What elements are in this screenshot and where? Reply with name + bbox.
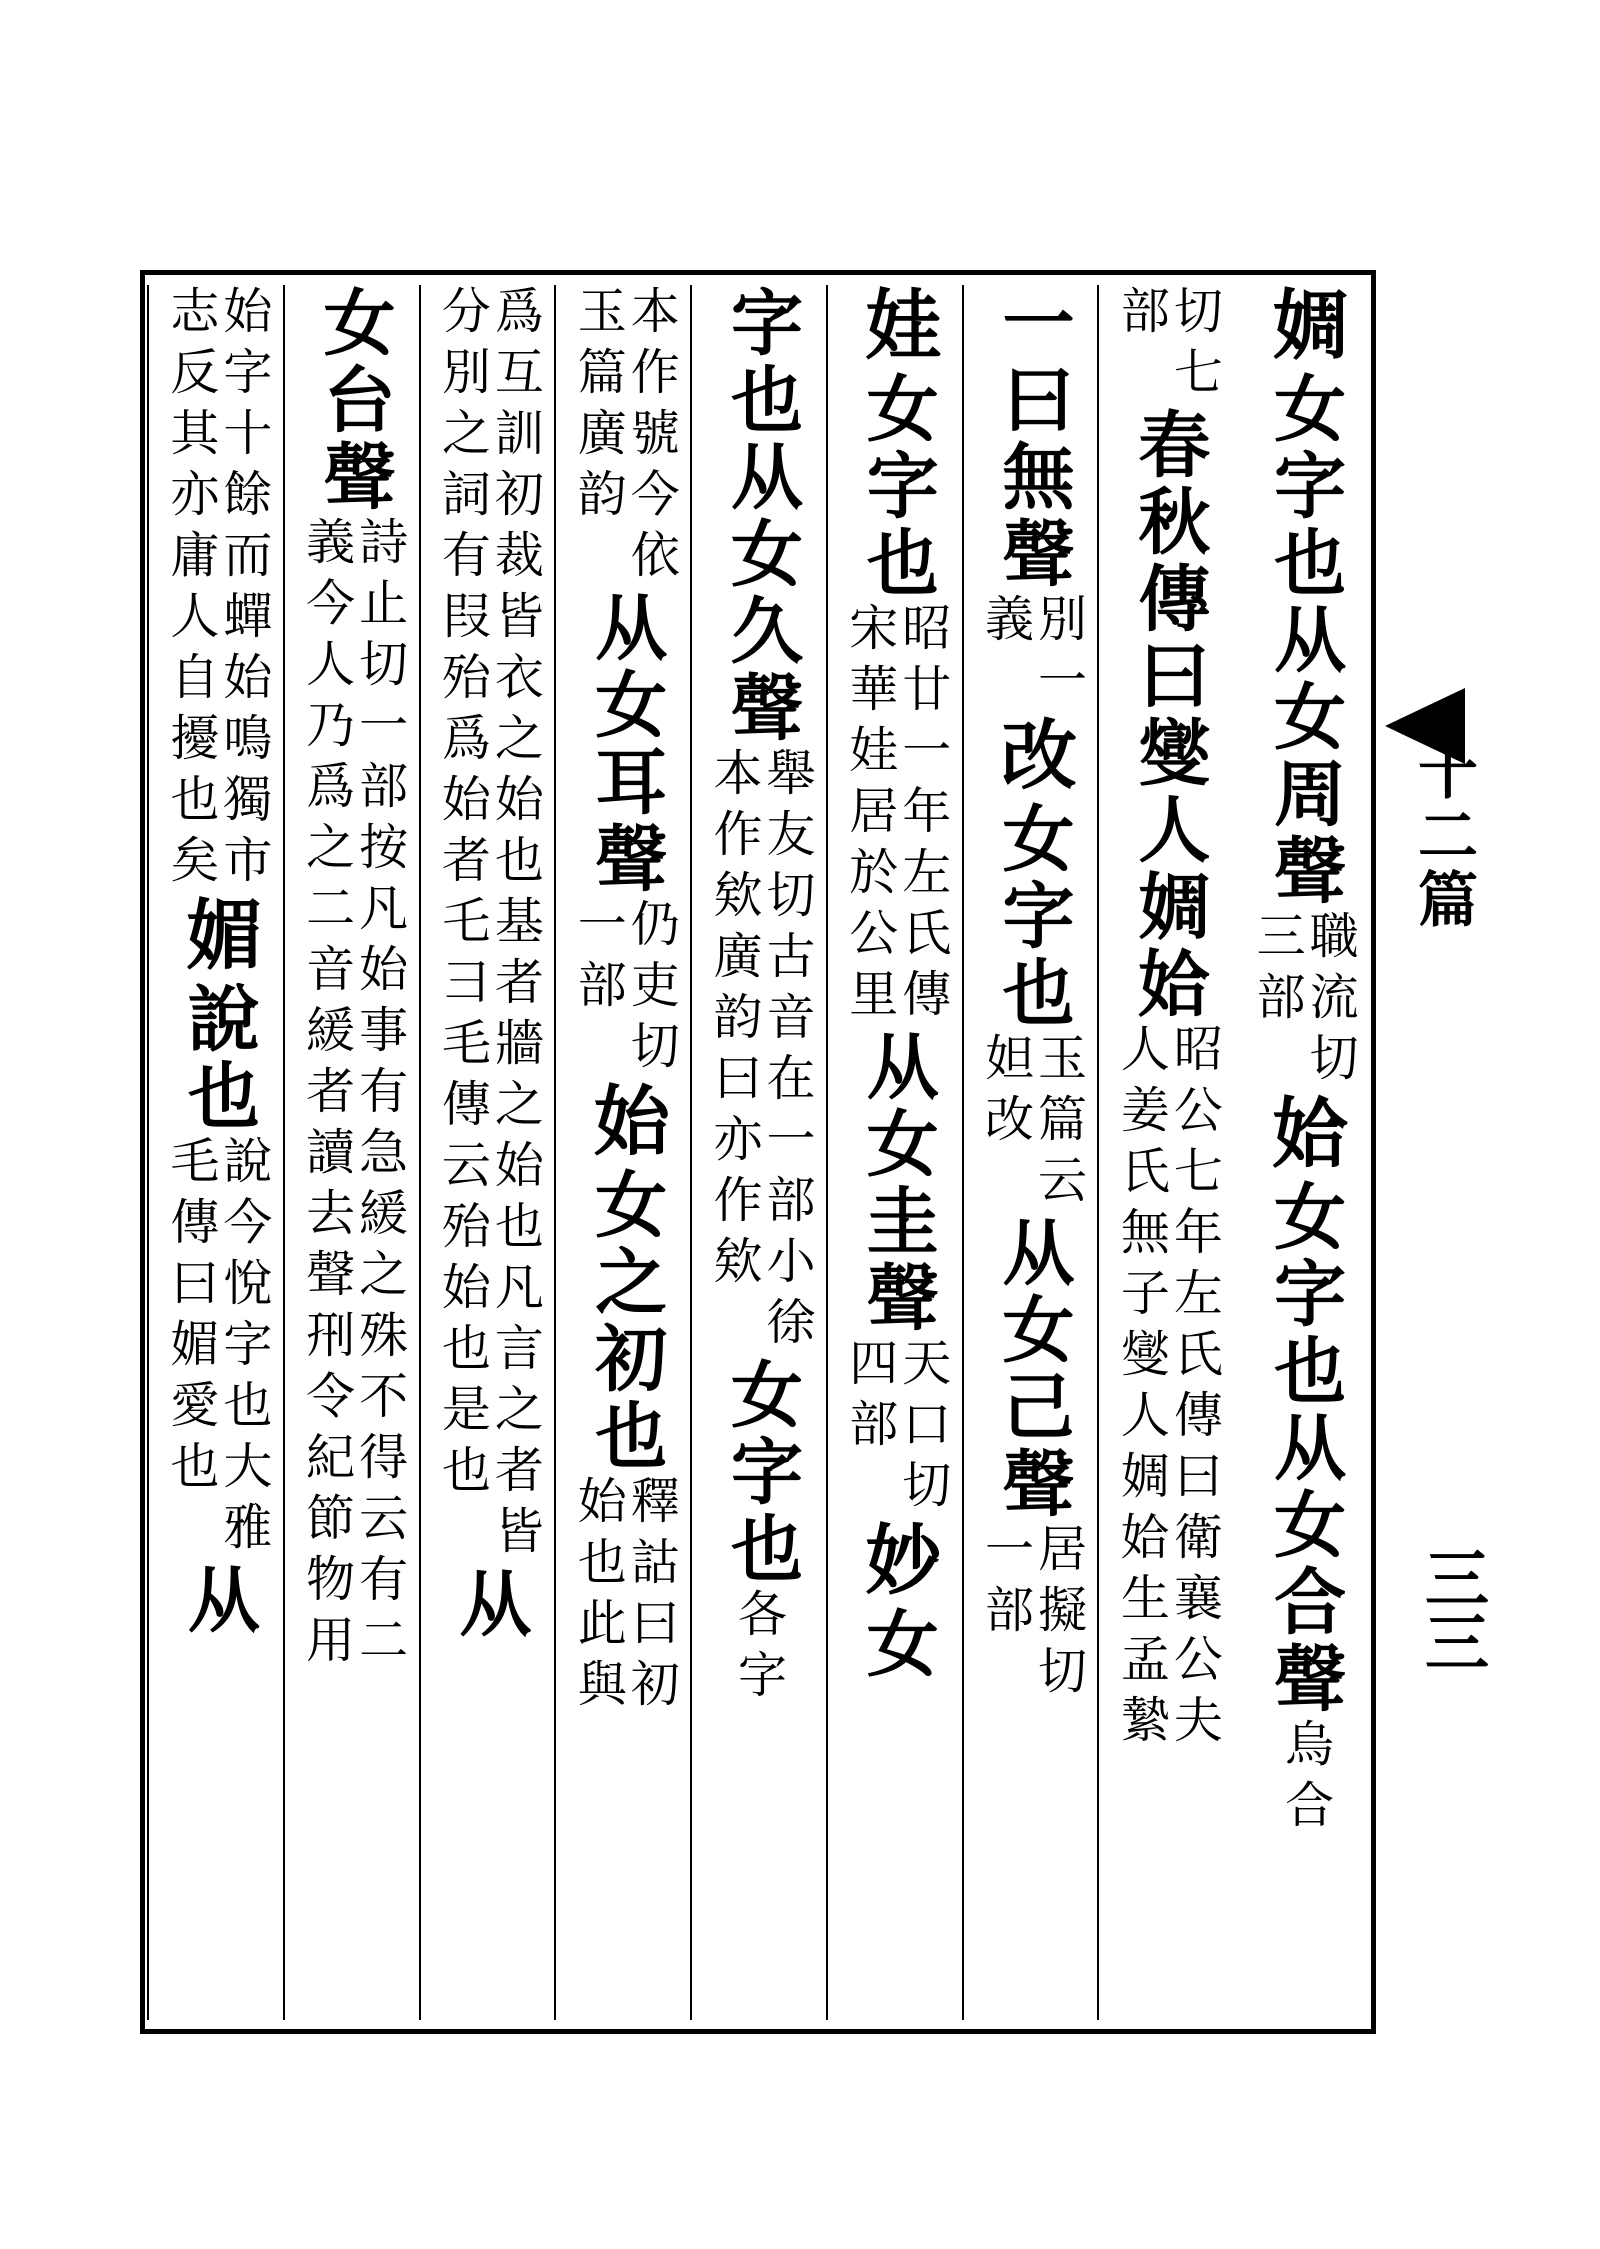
text-columns	[150, 285, 1372, 2020]
main-text: 字也从女久聲	[718, 285, 804, 747]
annotation-line: 本作號今依	[623, 285, 681, 590]
main-text: 一曰無聲	[990, 285, 1076, 593]
annotation-line: 爲互訓初裁皆衣之始也基者牆之始也凡言之者皆	[487, 285, 545, 1566]
main-text: 从女耳聲	[583, 590, 669, 898]
main-text: 从女圭聲	[854, 1029, 940, 1337]
main-text: 女字也	[718, 1357, 804, 1588]
annotation-line: 詩止切一部按凡始事有急緩之殊不得云有二	[351, 516, 409, 1675]
main-text: 說也	[175, 981, 261, 1135]
annotation-line: 一部	[570, 898, 628, 1020]
annotation-note	[1113, 285, 1224, 407]
seal-character: 婤	[1260, 285, 1350, 361]
annotation-line: 釋詁曰初	[623, 1475, 681, 1719]
text-column	[557, 285, 693, 2020]
annotation-line: 四部	[841, 1337, 899, 1459]
margin-chapter-title: 十二篇	[1408, 740, 1478, 932]
annotation-line: 人姜氏無子燮人婤姶生孟縶	[1113, 1023, 1171, 1755]
text-column	[693, 285, 829, 2020]
annotation-line: 義今人乃爲之二音緩者讀去聲𠛬令紀節物用	[298, 516, 356, 1675]
main-text: 女字也	[854, 371, 940, 602]
text-column	[422, 285, 558, 2020]
annotation-note	[705, 747, 816, 1357]
annotation-line: 志反其亦庸人自擾也矣	[162, 285, 220, 895]
annotation-line: 居擬切	[1030, 1523, 1088, 1706]
annotation-line: 各字	[730, 1588, 788, 1710]
seal-character: 改	[988, 715, 1078, 791]
annotation-line: 仍吏切	[623, 898, 681, 1081]
seal-character: 妙	[852, 1520, 942, 1596]
annotation-line: 三部	[1249, 910, 1307, 1032]
annotation-line: 部	[1113, 285, 1171, 346]
text-column	[965, 285, 1101, 2020]
annotation-line: 一部	[977, 1523, 1035, 1645]
annotation-note	[434, 285, 545, 1566]
annotation-note	[977, 1523, 1088, 1706]
annotation-note	[570, 898, 681, 1081]
annotation-line: 天口切	[894, 1337, 952, 1520]
annotation-note	[841, 1337, 952, 1520]
seal-character: 姶	[1260, 1093, 1350, 1169]
annotation-note	[162, 285, 273, 895]
annotation-note	[1249, 910, 1360, 1093]
annotation-line: 玉篇云	[1030, 1032, 1088, 1215]
main-text: 从	[175, 1562, 261, 1639]
text-column	[1100, 285, 1236, 2020]
annotation-line: 妲改	[977, 1032, 1035, 1154]
text-column	[1236, 285, 1372, 2020]
annotation-line: 說今悅字也大雅	[215, 1135, 273, 1562]
annotation-note	[1277, 1718, 1335, 1840]
annotation-note	[841, 602, 952, 1029]
annotation-line: 昭公七年左氏傳曰衛襄公夫	[1166, 1023, 1224, 1755]
annotation-line: 切七	[1166, 285, 1224, 407]
annotation-line: 毛傳曰媚愛也	[162, 1135, 220, 1501]
annotation-line: 始也此與	[570, 1475, 628, 1719]
annotation-line: 分別之詞有叚殆爲始者乇彐毛傳云殆始也是也	[434, 285, 492, 1505]
text-column	[150, 285, 286, 2020]
annotation-line: 職流切	[1302, 910, 1360, 1093]
main-text: 从女己聲	[990, 1215, 1076, 1523]
annotation-note	[570, 1475, 681, 1719]
main-text: 女	[854, 1606, 940, 1683]
annotation-note	[730, 1588, 788, 1710]
main-text: 从	[447, 1566, 533, 1643]
main-text: 女台聲	[311, 285, 397, 516]
annotation-note	[298, 516, 409, 1675]
seal-character: 始	[581, 1081, 671, 1157]
seal-character: 媚	[173, 895, 263, 971]
annotation-note	[1113, 1023, 1224, 1755]
main-text: 女字也从女合聲	[1262, 1179, 1348, 1718]
annotation-line: 始字十餘而蟬始鳴獨市	[215, 285, 273, 895]
annotation-line: 舉友切古音在一部小徐	[758, 747, 816, 1357]
main-text: 春秋傳曰燮人婤姶	[1126, 407, 1212, 1023]
annotation-line: 昭廿一年左氏傳	[894, 602, 952, 1029]
annotation-line: 宋華娃居於公里	[841, 602, 899, 1029]
margin-page-number: 三三	[1414, 1545, 1489, 1673]
seal-character: 娃	[852, 285, 942, 361]
annotation-line: 烏合	[1277, 1718, 1335, 1840]
main-text: 女字也从女周聲	[1262, 371, 1348, 910]
annotation-note	[977, 1032, 1088, 1215]
main-text: 女之初也	[583, 1167, 669, 1475]
text-column	[829, 285, 965, 2020]
annotation-note	[570, 285, 681, 590]
annotation-line: 義	[977, 593, 1035, 654]
annotation-line: 別一	[1030, 593, 1088, 715]
annotation-note	[977, 593, 1088, 715]
main-text: 女字也	[990, 801, 1076, 1032]
annotation-line: 玉篇廣韵	[570, 285, 628, 529]
annotation-note	[162, 1135, 273, 1562]
text-column	[286, 285, 422, 2020]
annotation-line: 本作欸廣韵曰亦作欸	[705, 747, 763, 1296]
